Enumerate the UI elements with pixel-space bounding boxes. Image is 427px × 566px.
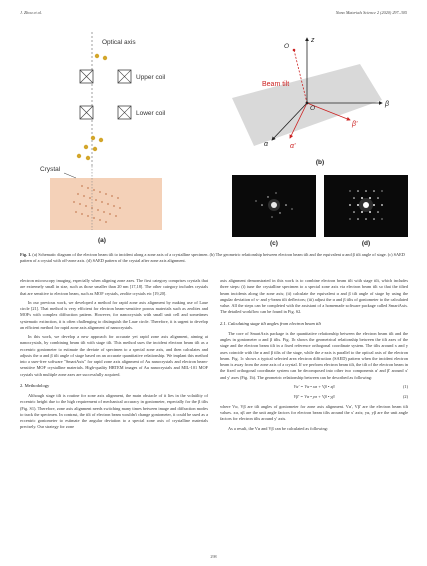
- optical-axis-label: Optical axis: [102, 39, 136, 46]
- left-paragraph-1: electron microscopy imaging, especially when aligning zone axes. The first category comprises crystals that are extremely small in size, such as those smaller than 20 nm [17,18]. The other category includes crystals that are sensitive to electron beam, such as MOF crystals, zeolite crystals etc [19,20].: [20, 278, 208, 296]
- figure-caption-lead: Fig. 1.: [20, 252, 32, 257]
- beam-tilt-label: Beam tilt: [262, 81, 290, 88]
- equation-2-number: (2): [402, 393, 408, 399]
- panel-c-label: (c): [270, 240, 278, 247]
- subsection-heading: 2.1. Calculating stage tilt angles from electron beam tilt: [220, 320, 321, 326]
- equation-1-body: Vα' = Vα • xα + Vβ • xβ: [293, 383, 335, 389]
- panel-a-label: (a): [98, 237, 106, 244]
- alpha-label: α: [264, 141, 268, 148]
- beta-prime-label: β': [352, 121, 358, 128]
- left-column: [20, 278, 208, 434]
- header-journal: Nano Materials Science 2 (2020) 297–305: [335, 10, 407, 15]
- right-column: [220, 278, 408, 435]
- beta-label: β: [385, 101, 389, 108]
- figure-panel-b: [232, 28, 408, 168]
- upper-coil-label: Upper coil: [136, 74, 166, 81]
- equation-1-number: (1): [402, 383, 408, 389]
- lower-coil-label: Lower coil: [136, 110, 166, 117]
- panel-d-label: (d): [361, 240, 371, 247]
- oe-point: [293, 49, 296, 52]
- section-heading-methodology: 2. Methodology: [20, 382, 50, 388]
- equation-1: [220, 384, 408, 391]
- left-paragraph-4: Although stage tilt is routine for zone axis alignment, the main obstacle of it lies in the volatility of eccentric height due to the high requirement of mechanical accuracy in goniometer, especially for the β tilts (Fig. S1). Therefore, zone axis alignment needs switching many times between image and diffraction modes to track the specimen. In contrast, the tilt of electron beam wouldn't change goniometer, it could be used as a eccentric goniometer to estimate the angular deviation to a special zone axis of crystalline materials precisely. Our strategy for zone: [20, 393, 208, 430]
- figure-panel-a: [22, 28, 217, 246]
- saed-off-zone-image: [232, 175, 316, 247]
- equation-2-body: Vβ' = Vα • yα + Vβ • yβ: [293, 393, 335, 399]
- right-paragraph-3: where Vα, Vβ are tilt angles of goniometer for zone axis alignment. Vα', Vβ' are the electron beam tilt values. xα, xβ are the unit angle factors for electron beam tilts around the x' axis; yα, yβ are the unit angle factors for electron tilts around y' axis.: [220, 403, 408, 422]
- equation-2: [220, 394, 408, 401]
- o-label: O: [310, 105, 316, 112]
- left-paragraph-3: In this work, we develop a new approach for accurate yet rapid zone axis alignment, aiming at nanocrystals, by combining beam tilt with stage tilt. This method uses the incident electron beam tilt as a eccentric goniometer to estimate the deviate of specimen to a special zone axis, and then calculates and adjusts the α and β tilt angle of stage based on an accurate quantitative relationship. We implant this method into a user-free software "SmartAxis" for rapid zone axis alignment of Au nanocrystals and electron beam-sensitive MOF crystalline materials. High-quality HRTEM images of Au nanocrystals and MIL-101 MOF crystals with multiple zone axes are successfully acquired.: [20, 334, 208, 377]
- beam-tilt-schematic: [22, 28, 217, 246]
- header-authors: J. Zhou et al.: [20, 10, 42, 15]
- figure-panel-c: [232, 175, 316, 247]
- saed-on-zone-image: [324, 175, 408, 247]
- panel-b-label: (b): [315, 159, 325, 166]
- right-paragraph-1: axis alignment demonstrated in this work is to combine electron beam tilt with stage tilt, which includes three steps: (i) tune the crystalline specimen to a special zone axis via electron beam tilt so that the tilted beam incidents along the zone axis; (ii) calculate the equivalent α and β tilt angle of stage by using the angular deviation of x- and y-beam tilt deflectors; (iii) adjust the α and β tilts of goniometer to the calculated value. All the steps can be completed with the assistant of a homemade software package called SmartAxis. The detailed workflow can be found in Fig. S2.: [220, 278, 408, 315]
- right-paragraph-4: As a result, the Vα and Vβ can be calculated as following:: [228, 425, 328, 431]
- alpha-prime-label: α': [290, 143, 296, 150]
- oe-label: O: [284, 43, 290, 50]
- origin-point: [306, 102, 309, 105]
- figure-caption-text: (a) Schematic diagram of the electron beam tilt to incident along a zone axis of a crystalline specimen. (b) The geometric relationship between electron beam tilt and the equivalent α and β tilt angle of stage. (c) SAED pattern of a crystal with off-zone axis. (d) SAED pattern of the crystal after zone axis alignment.: [20, 252, 405, 264]
- page-number: 298: [210, 554, 217, 559]
- left-paragraph-2: In our previous work, we developed a method for rapid zone axis alignment by making use of Laue circle [21]. That method is very efficient for electron beam-sensitive porous materials such as zeolites and MOFs with complex diffraction pattern. However, for nanocrystals with small unit cell and sometimes systematic extinction, it is often challenging to distinguish the Laue circle. Therefore, it is urgent to develop an efficient method for rapid zone axis alignment of nanocrystals.: [20, 299, 208, 330]
- tilt-geometry-diagram: [232, 28, 408, 168]
- figure-caption: [20, 252, 408, 264]
- page-header: [20, 10, 407, 20]
- crystal-pointer: [64, 173, 76, 178]
- z-label: z: [311, 37, 315, 44]
- right-paragraph-2: The core of SmartAxis package is the quantitative relationship between the electron beam tilt and the angles in goniometer α and β tilts. Fig. 1b shows the geometrical relationship between the tilt axes of the stage and the electron beam tilt in a fixed reference orthogonal coordinate system. The tilts around x and y axes coincide with the α and β tilts of the stage, while the z-axis is parallel to the optical axis of the electron beam. Fig. 1c shows a typical selected area electron diffraction (SAED) pattern when the incident electron beam is away from the zone axis of a crystal. If we perform electron beam tilt, the tilt of the electron beam in the fixed orthogonal coordinate system can be decomposed into other two components α' and β' around x' and y' axes (Fig. 1b). The geometric relationship between can be described as following:: [220, 330, 408, 380]
- crystal-label: Crystal: [40, 166, 61, 173]
- figure-panel-d: [324, 175, 408, 247]
